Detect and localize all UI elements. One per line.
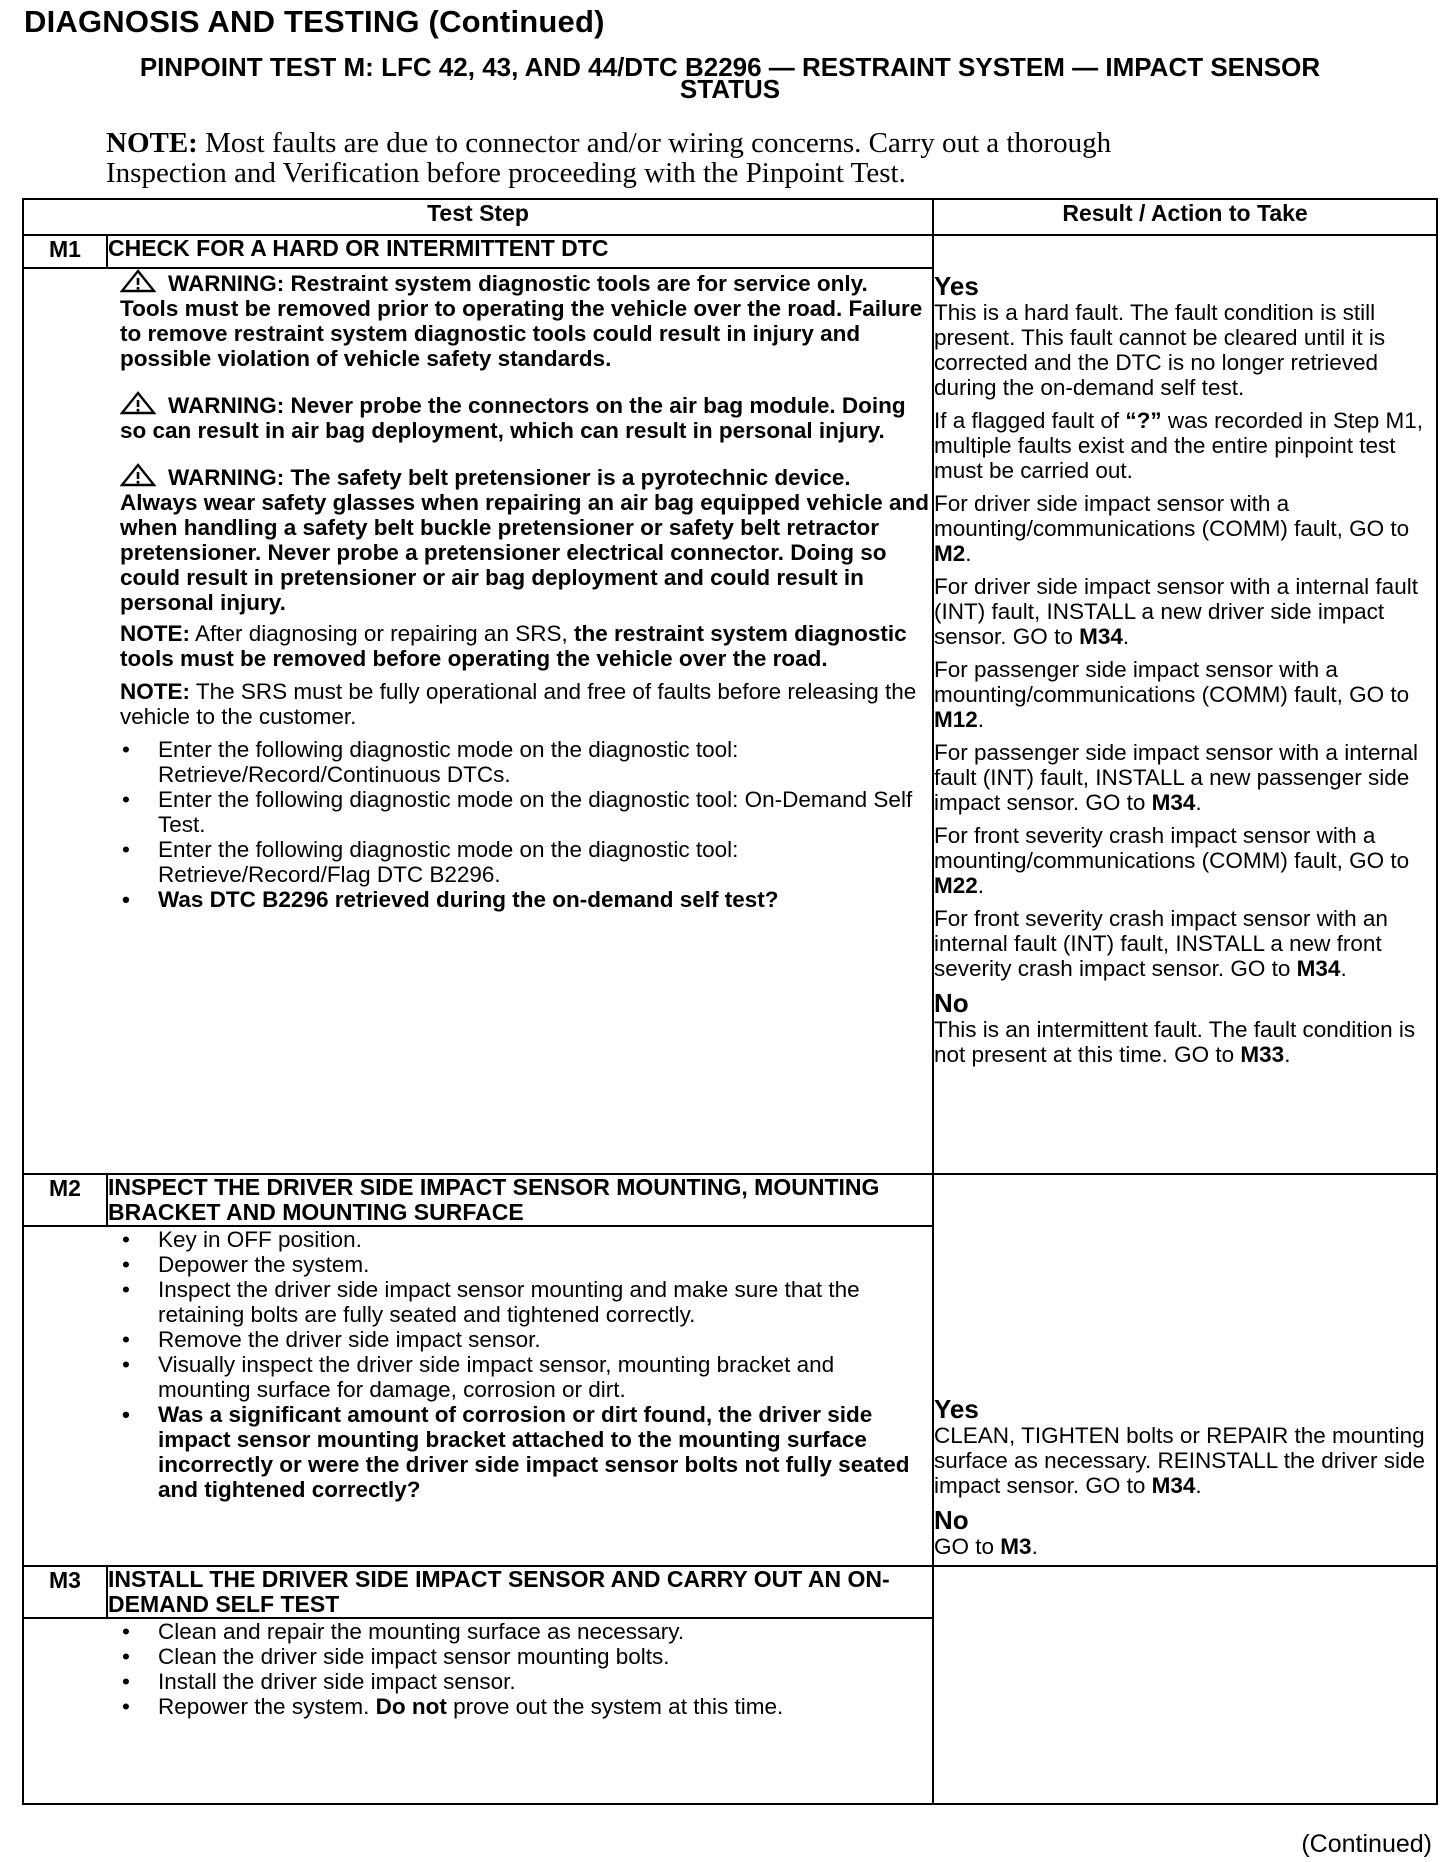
test-title-line1: PINPOINT TEST M: LFC 42, 43, AND 44/DTC B2296 — RESTRAINT SYSTEM — IMPACT SENSOR — [139, 52, 1321, 82]
no-label: No — [934, 1505, 969, 1535]
result-text: CLEAN, TIGHTEN bolts or REPAIR the mounting surface as necessary. REINSTALL the driver side impact sensor. GO to M34. — [934, 1423, 1426, 1498]
result-text: For front severity crash impact sensor with an internal fault (INT) fault, INSTALL a new front severity crash impact sensor. GO to M34. — [934, 906, 1388, 981]
list-item: • Clean and repair the mounting surface as necessary. — [120, 1619, 932, 1644]
step-row-m3 — [23, 1566, 1437, 1618]
note-block: NOTE: After diagnosing or repairing an SRS, the restraint system diagnostic tools must be removed before operating the vehicle over the road. — [120, 621, 907, 671]
warning-block: WARNING: Restraint system diagnostic tools are for service only. Tools must be removed prior to operating the vehicle over the road. Failure to remove restraint system diagnostic tools could result in injury and possible violation of vehicle safety standards. — [120, 271, 923, 371]
result-text: GO to M3. — [934, 1534, 1038, 1559]
note-line1: Most faults are due to connector and/or wiring concerns. Carry out a thorough — [197, 127, 1112, 159]
warning-block: WARNING: The safety belt pretensioner is a pyrotechnic device. Always wear safety glasses when repairing an air bag equipped vehicle and when handling a safety belt buckle pretensioner or safety belt retractor pretensioner. Never probe a pretensioner electrical connector. Doing so could result in pretensioner or air bag deployment and could result in personal injury. — [120, 465, 930, 615]
pinpoint-test-title — [60, 52, 1400, 104]
result-cell-m1 — [933, 235, 1437, 1174]
goto-link[interactable]: M33 — [1240, 1042, 1285, 1067]
list-item: • Clean the driver side impact sensor mounting bolts. — [120, 1644, 932, 1669]
step-body-m2 — [23, 1226, 933, 1566]
no-label: No — [934, 988, 969, 1018]
step-body-m3 — [23, 1618, 933, 1804]
goto-link[interactable]: M12 — [934, 707, 978, 732]
note-label: NOTE: — [106, 127, 198, 159]
list-item: • Enter the following diagnostic mode on the diagnostic tool: On-Demand Self Test. — [120, 787, 932, 837]
result-text: This is an intermittent fault. The fault condition is not present at this time. GO to M33. — [934, 1017, 1416, 1067]
page-title: DIAGNOSIS AND TESTING (Continued) — [24, 4, 605, 39]
step-row-m2 — [23, 1174, 1437, 1226]
warning-triangle-icon — [120, 391, 156, 415]
result-text: For driver side impact sensor with a mounting/communications (COMM) fault, GO to M2. — [934, 491, 1410, 566]
step-list — [120, 1227, 932, 1502]
list-item: • Depower the system. — [120, 1252, 932, 1277]
step-code: M1 — [23, 235, 107, 268]
yes-label: Yes — [934, 271, 979, 301]
step-list — [120, 1619, 932, 1719]
note-block: NOTE: The SRS must be fully operational and free of faults before releasing the vehicle to the customer. — [120, 679, 917, 729]
step-code: M2 — [23, 1174, 107, 1226]
result-text: For driver side impact sensor with a internal fault (INT) fault, INSTALL a new driver side impact sensor. GO to M34. — [934, 574, 1418, 649]
list-item: • Install the driver side impact sensor. — [120, 1669, 932, 1694]
list-item: • Visually inspect the driver side impact sensor, mounting bracket and mounting surface for damage, corrosion or dirt. — [120, 1352, 932, 1402]
goto-link[interactable]: M34 — [1151, 1473, 1196, 1498]
goto-link[interactable]: M34 — [1151, 790, 1196, 815]
list-item: • Enter the following diagnostic mode on the diagnostic tool: Retrieve/Record/Continuous DTCs. — [120, 737, 932, 787]
list-item: • Repower the system. Do not prove out the system at this time. — [120, 1694, 932, 1719]
test-title-line2: STATUS — [679, 74, 781, 104]
list-item: • Remove the driver side impact sensor. — [120, 1327, 932, 1352]
warning-triangle-icon — [120, 463, 156, 487]
warning-triangle-icon — [120, 269, 156, 293]
header-result: Result / Action to Take — [933, 199, 1437, 235]
list-item: • Enter the following diagnostic mode on the diagnostic tool: Retrieve/Record/Flag DTC B2296. — [120, 837, 932, 887]
warning-block: WARNING: Never probe the connectors on the air bag module. Doing so can result in air bag deployment, which can result in personal injury. — [120, 393, 906, 443]
goto-link[interactable]: M3 — [1000, 1534, 1032, 1559]
step-question: • Was DTC B2296 retrieved during the on-demand self test? — [120, 887, 932, 912]
result-text: For passenger side impact sensor with a mounting/communications (COMM) fault, GO to M12. — [934, 657, 1410, 732]
goto-link[interactable]: M2 — [934, 541, 966, 566]
result-cell-m2 — [933, 1174, 1437, 1566]
step-title: INSTALL THE DRIVER SIDE IMPACT SENSOR AND CARRY OUT AN ON-DEMAND SELF TEST — [107, 1566, 933, 1618]
list-item: • Key in OFF position. — [120, 1227, 932, 1252]
step-question: • Was a significant amount of corrosion or dirt found, the driver side impact sensor mounting bracket attached to the mounting surface incorrectly or were the driver side impact sensor bolts not fully seated and tightened correctly? — [120, 1402, 932, 1502]
note-line2: Inspection and Verification before proceeding with the Pinpoint Test. — [106, 157, 906, 189]
goto-link[interactable]: M22 — [934, 873, 978, 898]
goto-link[interactable]: M34 — [1079, 624, 1123, 649]
continued-label: (Continued) — [1301, 1830, 1432, 1858]
result-text: This is a hard fault. The fault condition is still present. This fault cannot be cleared until it is corrected and the DTC is no longer retrieved during the on-demand self test. — [934, 300, 1386, 400]
step-title: INSPECT THE DRIVER SIDE IMPACT SENSOR MOUNTING, MOUNTING BRACKET AND MOUNTING SURFACE — [107, 1174, 933, 1226]
result-text: For front severity crash impact sensor with a mounting/communications (COMM) fault, GO to M22. — [934, 823, 1410, 898]
list-item: • Inspect the driver side impact sensor mounting and make sure that the retaining bolts are fully seated and tightened correctly. — [120, 1277, 932, 1327]
result-text: If a flagged fault of “?” was recorded in Step M1, multiple faults exist and the entire pinpoint test must be carried out. — [934, 408, 1424, 483]
step-row-m1 — [23, 235, 1437, 268]
result-text: For passenger side impact sensor with a internal fault (INT) fault, INSTALL a new passenger side impact sensor. GO to M34. — [934, 740, 1418, 815]
header-test-step: Test Step — [23, 199, 933, 235]
step-title: CHECK FOR A HARD OR INTERMITTENT DTC — [107, 235, 933, 268]
step-body-m1 — [23, 268, 933, 1174]
pinpoint-test-table — [22, 198, 1438, 1805]
yes-label: Yes — [934, 1394, 979, 1424]
step-code: M3 — [23, 1566, 107, 1618]
result-cell-m3 — [933, 1566, 1437, 1804]
intro-note — [106, 128, 1356, 188]
step-list — [120, 737, 932, 912]
goto-link[interactable]: M34 — [1296, 956, 1341, 981]
